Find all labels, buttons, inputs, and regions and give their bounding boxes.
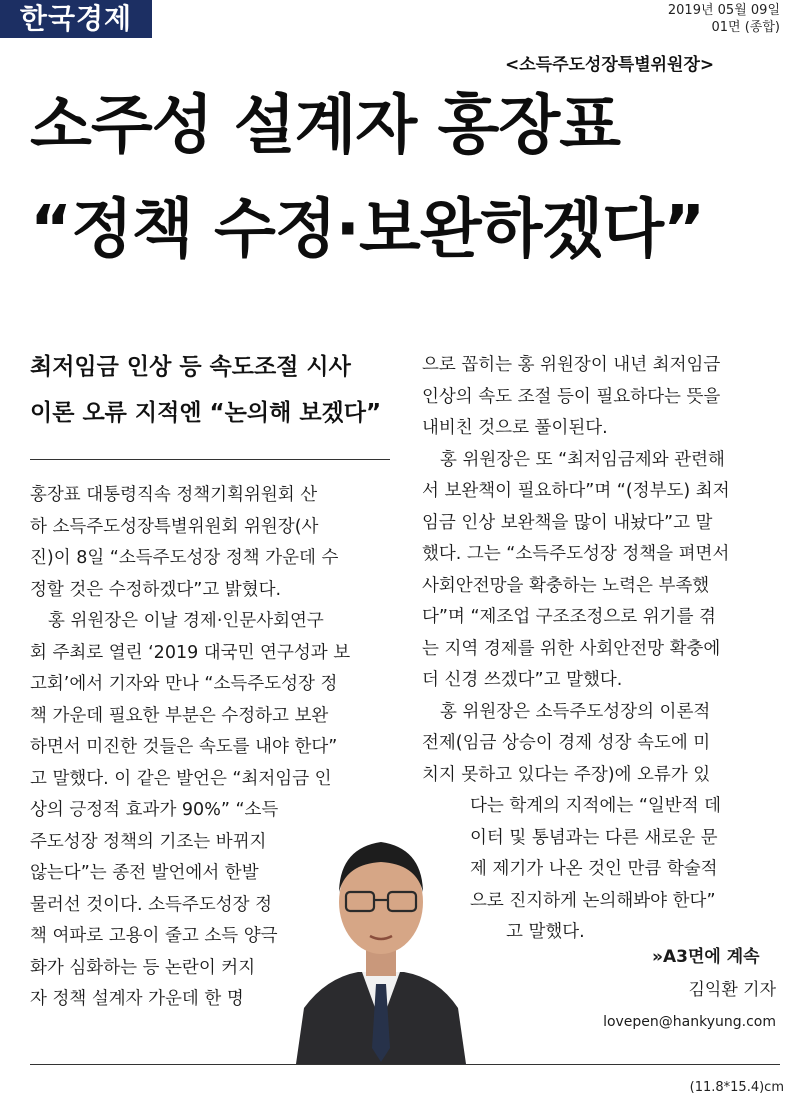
body-line: 더 신경 쓰겠다”고 말했다. [422,670,623,690]
body-line: 으로 진지하게 논의해봐야 한다” [470,890,716,911]
deck-divider [30,459,390,460]
portrait-illustration [296,812,466,1064]
body-line: 홍 위원장은 또 “최저임금제와 관련해 [440,449,725,470]
body-line: 회 주최로 열린 ‘2019 대국민 연구성과 보 [30,642,351,663]
continue-note: »A3면에 계속 [652,947,760,967]
body-line: 홍 위원장은 소득주도성장의 이론적 [440,701,711,722]
body-line: 치지 못하고 있다는 주장)에 오류가 있 [422,764,711,785]
body-line: 사회안전망을 확충하는 노력은 부족했 [422,575,710,596]
headline-line-1: 소주성 설계자 홍장표 [30,89,620,163]
body-column-right [422,350,778,949]
reporter-email: lovepen@hankyung.com [603,1014,776,1030]
body-line: 고 말했다. [506,922,585,942]
article-kicker: <소득주도성장특별위원장> [505,55,715,75]
body-line: 고 말했다. 이 같은 발언은 “최저임금 인 [30,768,332,789]
body-line: 는 지역 경제를 위한 사회안전망 확충에 [422,638,721,659]
body-line: 전제(임금 상승이 경제 성장 속도에 미 [422,733,711,753]
deck [30,344,410,436]
body-line: 고회’에서 기자와 만나 “소득주도성장 정 [30,674,338,694]
issue-meta [668,2,780,36]
body-line: 물러선 것이다. 소득주도성장 정 [30,894,273,915]
deck-line-2: 이론 오류 지적엔 “논의해 보겠다” [30,400,382,426]
body-line: 으로 꼽히는 홍 위원장이 내년 최저임금 [422,355,721,375]
deck-line-1: 최저임금 인상 등 속도조절 시사 [30,354,351,380]
body-line: 진)이 8일 “소득주도성장 정책 가운데 수 [30,548,339,568]
body-line: 자 정책 설계자 가운데 한 명 [30,989,244,1009]
body-line: 이터 및 통념과는 다른 새로운 문 [470,827,718,848]
body-line: 내비친 것으로 풀이된다. [422,418,608,438]
body-line: 임금 인상 보완책을 많이 내놨다”고 말 [422,512,713,533]
byline: 김익환 기자 [688,980,776,1000]
body-line: 다는 학계의 지적에는 “일반적 데 [470,796,722,816]
body-line: 주도성장 정책의 기조는 바뀌지 [30,831,267,852]
body-line: 다”며 “제조업 구조조정으로 위기를 겪 [422,607,716,627]
body-line: 책 여파로 고용이 줄고 소득 양극 [30,926,278,946]
body-line: 했다. 그는 “소득주도성장 정책을 펴면서 [422,544,730,564]
body-line: 서 보완책이 필요하다”며 “(정부도) 최저 [422,481,730,501]
newspaper-masthead: 한국경제 [0,0,152,38]
article-size-note: (11.8*15.4)cm [689,1080,784,1095]
headline-line-2: “정책 수정·보완하겠다” [30,193,705,267]
body-line: 않는다”는 종전 발언에서 한발 [30,863,259,883]
portrait-photo [296,812,466,1064]
body-line: 정할 것은 수정하겠다”고 밝혔다. [30,579,282,600]
footer-divider [30,1064,780,1065]
body-line: 하 소득주도성장특별위원회 위원장(사 [30,516,319,537]
body-line: 상의 긍정적 효과가 90%” “소득 [30,800,279,820]
issue-date: 2019년 05월 09일 [667,3,780,18]
body-line: 인상의 속도 조절 등이 필요하다는 뜻을 [422,386,721,407]
page-number: 01면 (종합) [711,20,780,35]
body-line: 책 가운데 필요한 부분은 수정하고 보완 [30,705,329,726]
body-line: 홍장표 대통령직속 정책기획위원회 산 [30,485,318,505]
body-line: 제 제기가 나온 것인 만큼 학술적 [470,859,718,879]
body-line: 홍 위원장은 이날 경제·인문사회연구 [48,611,324,631]
body-line: 화가 심화하는 등 논란이 커지 [30,957,256,978]
body-line: 하면서 미진한 것들은 속도를 내야 한다” [30,737,338,757]
